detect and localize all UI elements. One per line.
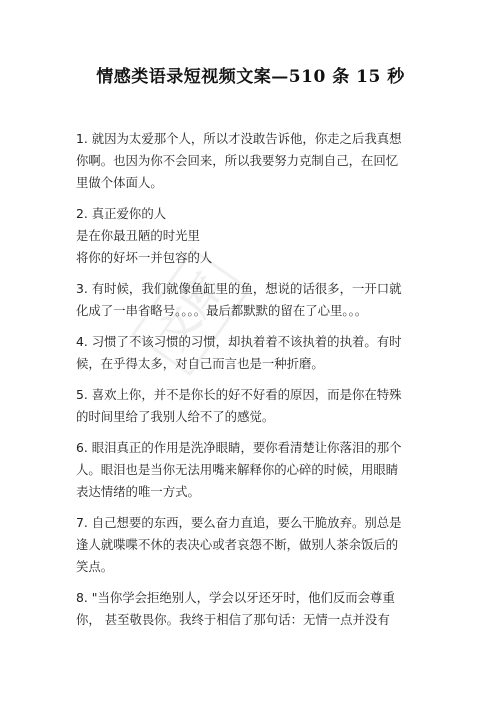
text-line: 笑点。 [76,559,114,574]
paragraph [76,512,428,578]
document-body [76,128,428,640]
watermark: 文库 [104,209,415,510]
text-line: 5. 喜欢上你，并不是你长的好不好看的原因，而是你在特殊 [76,387,402,402]
text-line: 将你的好坏一并包容的人 [76,250,213,265]
paragraph [76,384,428,428]
text-line: 你， 甚至敬畏你。我终于相信了那句话：无情一点并没有 [76,612,390,627]
paragraph [76,128,428,194]
text-line: 你啊。也因为你不会回来，所以我要努力克制自己，在回忆 [76,153,399,168]
text-line: 里做个体面人。 [76,175,163,190]
text-line: 3. 有时候，我们就像鱼缸里的鱼，想说的话很多，一开口就 [76,281,402,296]
paragraph [76,203,428,269]
text-line: 6. 眼泪真正的作用是洗净眼睛，要你看清楚让你落泪的那个 [76,440,402,455]
text-line: 的时间里给了我别人给不了的感觉。 [76,409,275,424]
paragraph [76,587,428,631]
text-line: 1. 就因为太爱那个人，所以才没敢告诉他，你走之后我真想 [76,131,402,146]
text-line: 8. "当你学会拒绝别人，学会以牙还牙时，他们反而会尊重 [76,590,395,605]
text-line: 化成了一串省略号。。。。最后都默默的留在了心里。。。 [76,303,368,318]
paragraph [76,278,428,322]
text-line: 人。眼泪也是当你无法用嘴来解释你的心碎的时候，用眼睛 [76,462,399,477]
text-line: 是在你最丑陋的时光里 [76,228,200,243]
text-line: 7. 自己想要的东西，要么奋力直追，要么干脆放弃。别总是 [76,515,402,530]
document-title: 情感类语录短视频文案—510 条 15 秒 [96,67,405,87]
paragraph [76,331,428,375]
text-line: 表达情绪的唯一方式。 [76,484,200,499]
text-line: 2. 真正爱你的人 [76,206,167,221]
text-line: 4. 习惯了不该习惯的习惯，却执着着不该执着的执着。有时 [76,334,402,349]
text-line: 逢人就喋喋不休的表决心或者哀怨不断，做别人茶余饭后的 [76,537,399,552]
paragraph [76,437,428,503]
text-line: 候，在乎得太多，对自己而言也是一种折磨。 [76,356,324,371]
